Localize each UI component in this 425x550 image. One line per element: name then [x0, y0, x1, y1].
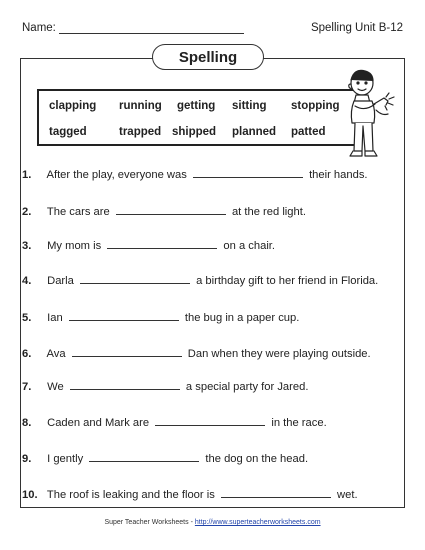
question-text-before: I gently [47, 453, 84, 465]
question-text-after: the dog on the head. [205, 453, 309, 465]
question-text-before: My mom is [47, 240, 102, 252]
name-blank-line[interactable] [59, 33, 244, 34]
footer [0, 519, 425, 526]
worksheet-header [22, 22, 403, 38]
word-bank-item: clapping [49, 100, 97, 112]
question-number: 9. [22, 453, 32, 465]
question-number: 10. [22, 489, 38, 501]
answer-blank[interactable] [221, 487, 331, 498]
worksheet-title: Spelling [152, 44, 264, 70]
answer-blank[interactable] [155, 415, 265, 426]
word-bank-item: sitting [232, 100, 267, 112]
question-text-after: a birthday gift to her friend in Florida. [196, 275, 379, 287]
question-number: 5. [22, 312, 32, 324]
question-text-after: their hands. [309, 169, 368, 181]
word-bank-item: stopping [291, 100, 340, 112]
question-text-before: Ian [47, 312, 63, 324]
question-4 [22, 273, 378, 289]
question-number: 8. [22, 417, 32, 429]
footer-separator: - [190, 519, 193, 526]
question-number: 7. [22, 381, 32, 393]
name-label: Name: [22, 22, 56, 34]
answer-blank[interactable] [72, 346, 182, 357]
question-3 [22, 238, 275, 254]
answer-blank[interactable] [107, 238, 217, 249]
question-number: 4. [22, 275, 32, 287]
word-bank-item: getting [177, 100, 216, 112]
question-6 [22, 346, 371, 362]
question-text-before: The cars are [46, 206, 110, 218]
boy-pointing-thumbs-icon [340, 66, 400, 158]
question-text-after: on a chair. [223, 240, 276, 252]
question-text-before: Darla [47, 275, 74, 287]
question-8 [22, 415, 327, 431]
answer-blank[interactable] [193, 167, 303, 178]
unit-label: Spelling Unit B-12 [310, 22, 403, 34]
question-10 [22, 487, 358, 503]
question-7 [22, 379, 308, 395]
answer-blank[interactable] [89, 451, 199, 462]
question-number: 2. [22, 206, 32, 218]
question-text-after: in the race. [271, 417, 327, 429]
question-text-before: The roof is leaking and the floor is [46, 489, 215, 501]
question-text-after: Dan when they were playing outside. [187, 348, 371, 360]
question-9 [22, 451, 308, 467]
question-2 [22, 204, 306, 220]
question-text-before: Caden and Mark are [47, 417, 150, 429]
question-number: 3. [22, 240, 32, 252]
answer-blank[interactable] [116, 204, 226, 215]
question-1 [22, 167, 368, 183]
word-bank-item: patted [291, 126, 326, 138]
question-text-after: a special party for Jared. [185, 381, 309, 393]
word-bank-item: trapped [119, 126, 162, 138]
question-text-before: After the play, everyone was [46, 169, 187, 181]
word-bank-item: planned [232, 126, 277, 138]
question-text-before: We [47, 381, 64, 393]
question-text-after: the bug in a paper cup. [184, 312, 300, 324]
footer-site-name: Super Teacher Worksheets [104, 519, 189, 526]
word-bank [37, 89, 362, 146]
answer-blank[interactable] [70, 379, 180, 390]
question-text-before: Ava [46, 348, 66, 360]
question-text-after: at the red light. [231, 206, 306, 218]
answer-blank[interactable] [69, 310, 179, 321]
question-number: 1. [22, 169, 32, 181]
footer-link[interactable]: http://www.superteacherworksheets.com [194, 519, 321, 526]
word-bank-item: running [119, 100, 162, 112]
word-bank-item: shipped [172, 126, 217, 138]
question-number: 6. [22, 348, 32, 360]
word-bank-item: tagged [49, 126, 87, 138]
answer-blank[interactable] [80, 273, 190, 284]
question-5 [22, 310, 299, 326]
question-text-after: wet. [337, 489, 358, 501]
